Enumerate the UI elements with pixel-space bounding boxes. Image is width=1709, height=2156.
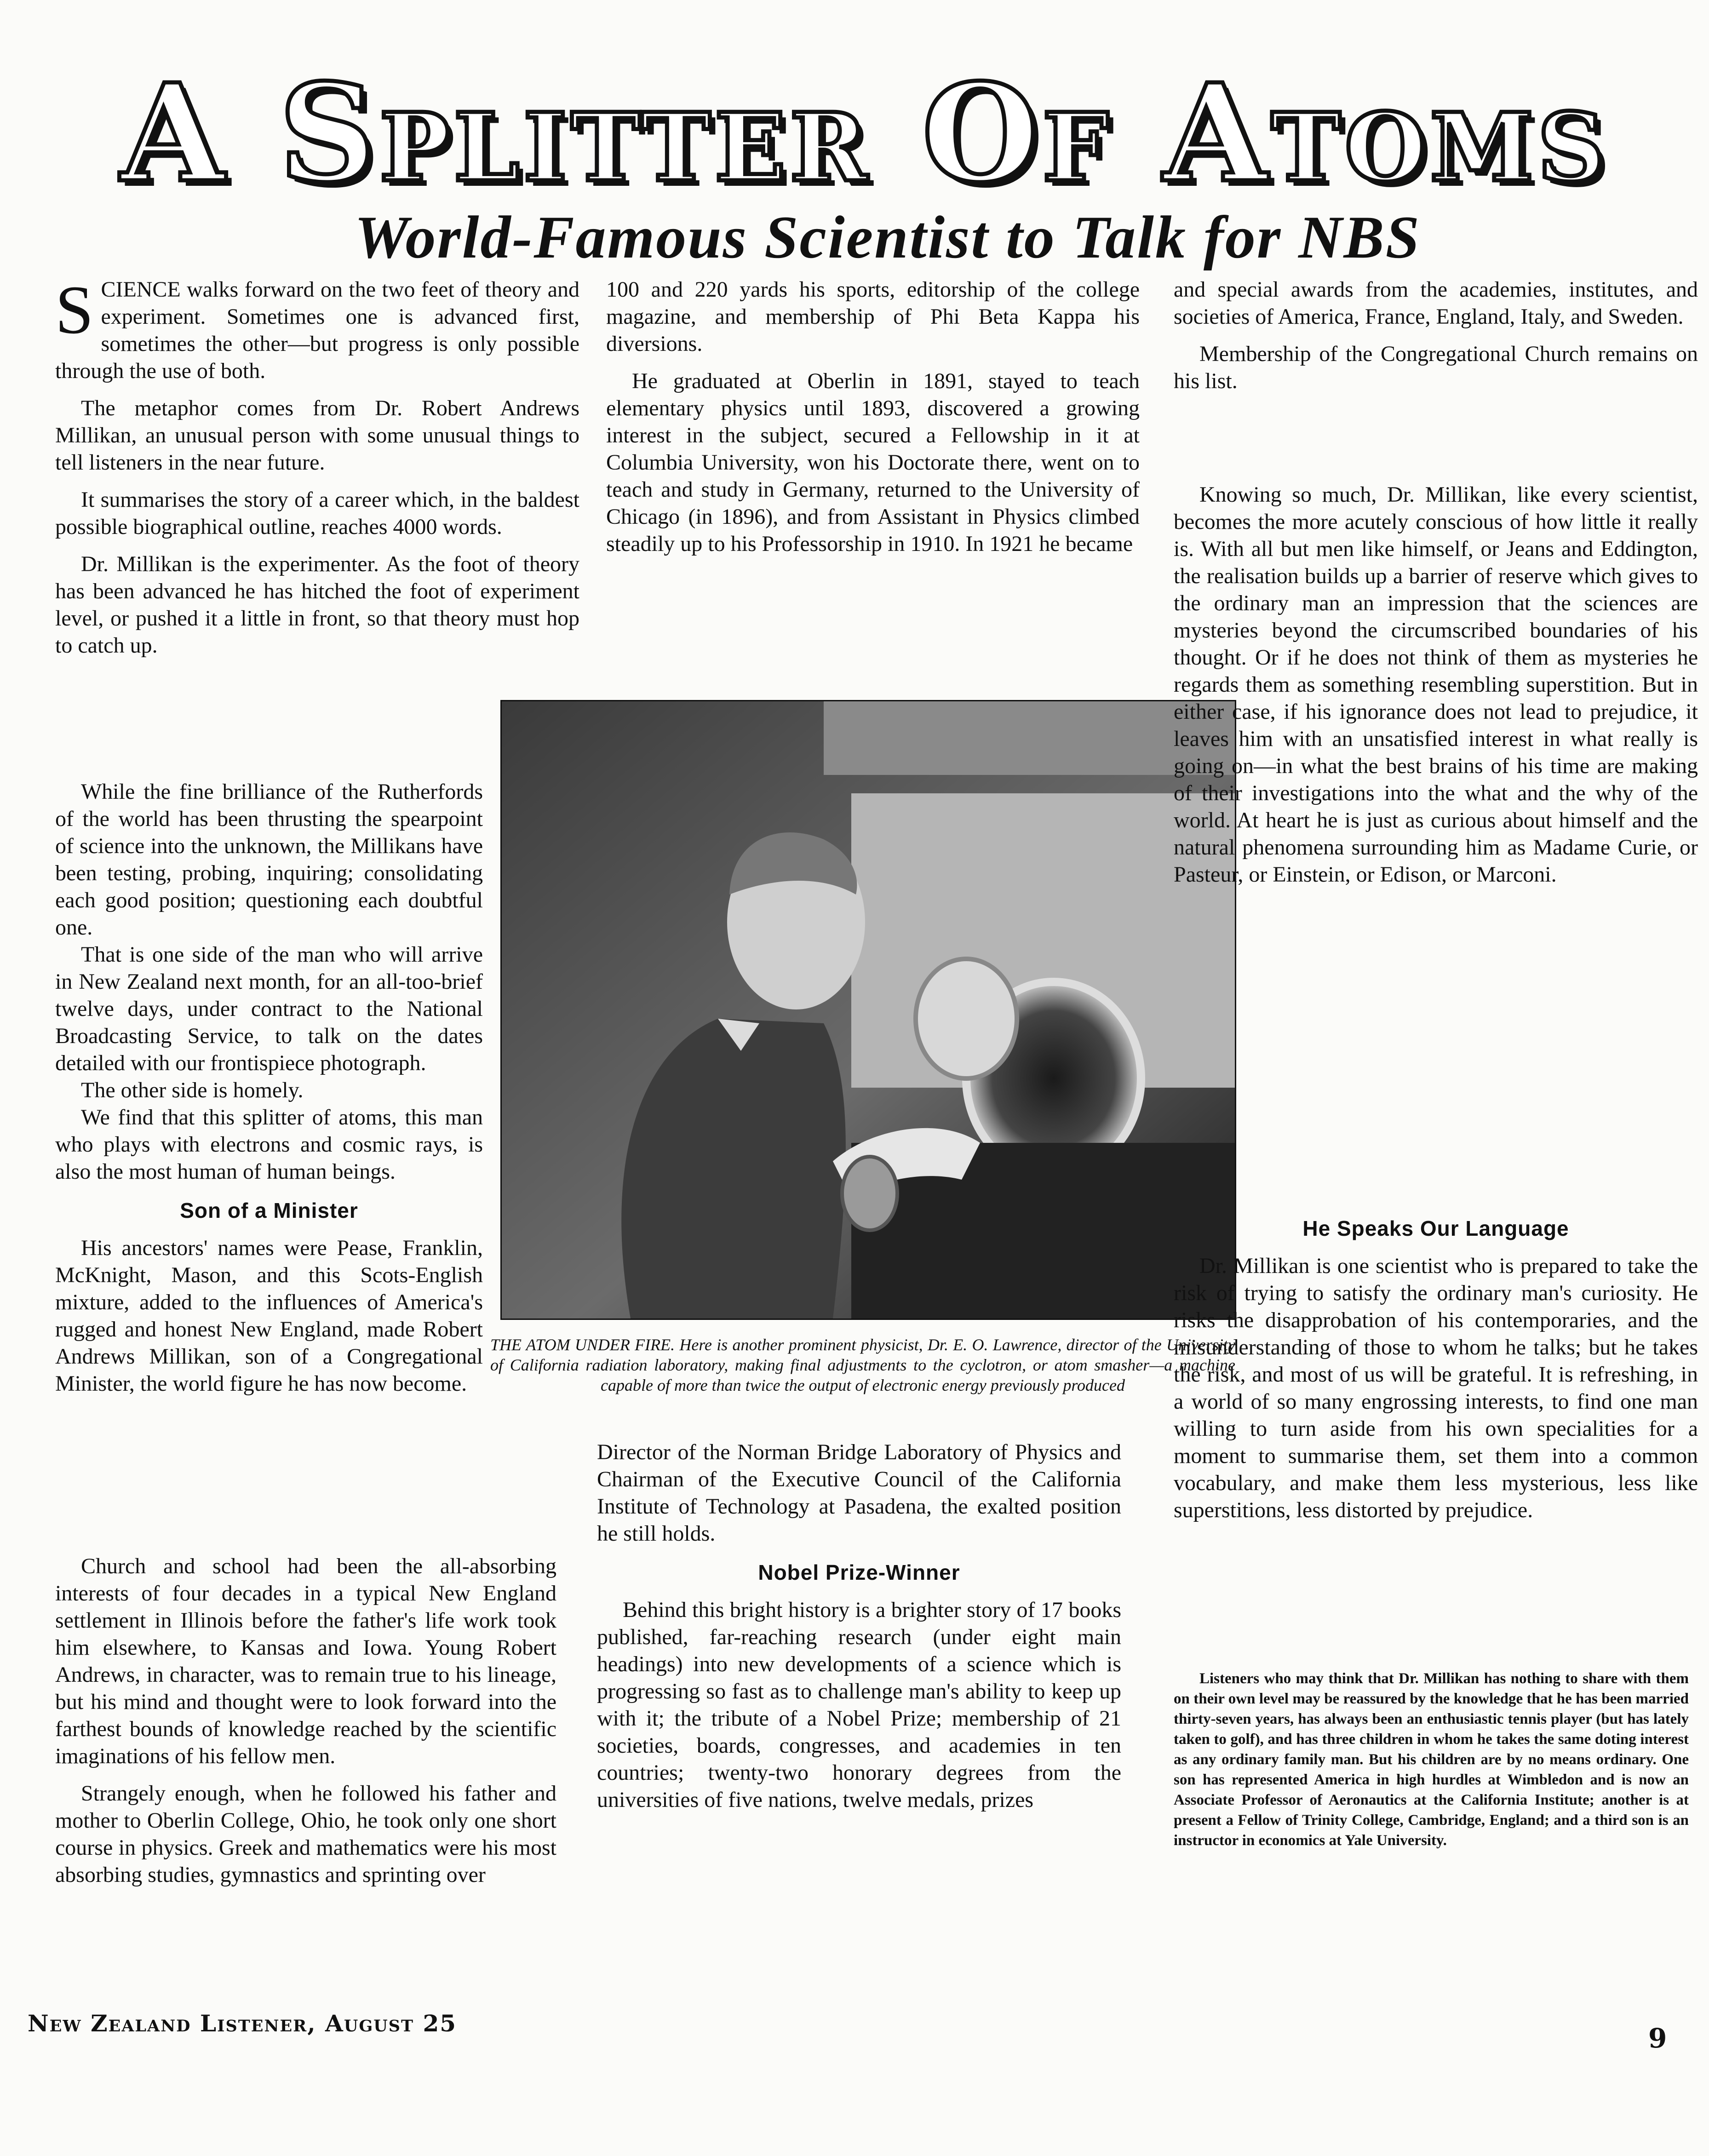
subheading: Nobel Prize-Winner	[758, 1560, 960, 1584]
paragraph: His ancestors' names were Pease, Franklin, McKnight, Mason, and this Scots-English mixture, added to the influences of America's rugged and honest New England, made Robert Andrews Millikan, son of a Congregational Minister, the world figure he has now become.	[55, 1236, 483, 1396]
photo-illustration	[502, 701, 1235, 1319]
paragraph: Church and school had been the all-absorbing interests of four decades in a typical New England settlement in Illinois before the father's life work took him elsewhere, to Kansas and Iowa. Young Robert Andrews, in character, was to remain true to his lineage, but his mind and thought were to look forward into the farthest bounds of knowledge reached by the scientific imaginations of his fellow men.	[55, 1554, 556, 1768]
column-3-lower	[1174, 1203, 1698, 1524]
paragraph: That is one side of the man who will arrive in New Zealand next month, for an all-too-brief twelve days, under contract to the National Broadcasting Service, to talk on the dates detailed with our frontispiece photograph.	[55, 942, 483, 1075]
paragraph: While the fine brilliance of the Rutherfords of the world has been thrusting the spearpoint of science into the unknown, the Millikans have been testing, probing, inquiring; consolidating each good position; questioning each doubtful one.	[55, 780, 483, 940]
paragraph: Knowing so much, Dr. Millikan, like every scientist, becomes the more acutely conscious of how little it really is. With all but men like himself, or Jeans and Eddington, the realisation builds up a barrier of reserve which gives to the ordinary man an impression that the sciences are mysteries beyond the circumscribed boundaries of his thought. Or if he does not think of them as mysteries he regards them as something resembling superstition. But in either case, if his ignorance does not lead to prejudice, it leaves him with an unsatisfied interest in what really is going on—in what the best brains of his time are making of their investigations into the what and the why of the world. At heart he is just as curious about himself and the natural phenomena surrounding him as Madame Curie, or Pasteur, or Einstein, or Edison, or Marconi.	[1174, 482, 1698, 887]
paragraph: The metaphor comes from Dr. Robert Andrews Millikan, an unusual person with some unusual things to tell listeners in the near future.	[55, 396, 579, 475]
column-2-lower	[597, 1439, 1121, 1823]
article-title: A Splitter Of Atoms	[120, 54, 1609, 212]
paragraph: He graduated at Oberlin in 1891, stayed to teach elementary physics until 1893, discovered a growing interest in the subject, secured a Fellowship in it at Columbia University, won his Doctorate there, went on to teach and study in Germany, returned to the University of Chicago (in 1896), and from Assistant in Physics climbed steadily up to his Professorship in 1910. In 1921 he became	[606, 369, 1140, 556]
subheading: He Speaks Our Language	[1302, 1216, 1569, 1240]
paragraph: Dr. Millikan is the experimenter. As the foot of theory has been advanced he has hitched the foot of experiment level, or pushed it a little in front, so that theory must hop to catch up.	[55, 552, 579, 658]
paragraph: Dr. Millikan is one scientist who is prepared to take the risk of trying to satisfy the ordinary man's curiosity. He risks the disapprobation of his contemporaries, and the misunderstanding of those to whom he talks; but he takes the risk, and most of us will be grateful. It is refreshing, in a world of so many engrossing interests, to find one man willing to turn aside from his own specialities for a moment to summarise them, set them into a common vocabulary, and make them less mysterious, less like superstitions, less distorted by prejudice.	[1174, 1254, 1698, 1522]
paragraph: 100 and 220 yards his sports, editorship of the college magazine, and membership of Phi Beta Kappa his diversions.	[606, 277, 1140, 356]
article-subtitle: World-Famous Scientist to Talk for NBS	[354, 203, 1421, 271]
paragraph: Director of the Norman Bridge Laboratory of Physics and Chairman of the Executive Council of the California Institute of Technology at Pasadena, the exalted position he still holds.	[597, 1440, 1121, 1546]
sidebar-note: Listeners who may think that Dr. Millikan has nothing to share with them on their own level may be reassured by the knowledge that he has been married thirty-seven years, has always been an enthusiastic tennis player (but has lately taken to golf), and has three children in whom he takes the same doting interest as any ordinary family man. But his children are by no means ordinary. One son has represented America in high hurdles at Wimbledon and is now an Associate Professor of Aeronautics at the California Institute; another is at present a Fellow of Trinity College, Cambridge, England; and a third son is an instructor in economics at Yale University.	[1174, 1670, 1689, 1849]
column-1	[55, 272, 579, 659]
paragraph: The other side is homely.	[81, 1078, 304, 1102]
photo-caption: THE ATOM UNDER FIRE. Here is another prominent physicist, Dr. E. O. Lawrence, director of the University of California radiation laboratory, making final adjustments to the cyclotron, or atom smasher—a machine capable of more than twice the output of electronic energy previously produced	[490, 1336, 1235, 1394]
footer-publication: New Zealand Listener, August 25	[28, 2010, 457, 2037]
column-1-lower	[55, 1553, 556, 1898]
paragraph: and special awards from the academies, institutes, and societies of America, France, England, Italy, and Sweden.	[1174, 277, 1698, 329]
page-number: 9	[1648, 2023, 1667, 2054]
paragraph: SCIENCE walks forward on the two feet of theory and experiment. Sometimes one is advanced first, sometimes the other—but progress is only possible through the use of both.	[55, 272, 579, 383]
cyclotron-photo	[500, 700, 1236, 1320]
column-3-mid	[1174, 481, 1698, 888]
column-3	[1174, 276, 1698, 405]
paragraph: It summarises the story of a career which, in the baldest possible biographical outline, reaches 4000 words.	[55, 487, 579, 539]
paragraph: We find that this splitter of atoms, this man who plays with electrons and cosmic rays, is also the most human of human beings.	[55, 1105, 483, 1184]
paragraph: Strangely enough, when he followed his father and mother to Oberlin College, Ohio, he took only one short course in physics. Greek and mathematics were his most absorbing studies, gymnastics and sprinting over	[55, 1781, 556, 1887]
column-2	[606, 276, 1140, 557]
column-1-inset	[55, 778, 483, 1397]
subheading: Son of a Minister	[180, 1198, 358, 1222]
paragraph: Membership of the Congregational Church remains on his list.	[1174, 342, 1698, 393]
paragraph: Behind this bright history is a brighter story of 17 books published, far-reaching research (under eight main headings) into new developments of a science which is progressing so fast as to challenge man's ability to keep up with it; the tribute of a Nobel Prize; membership of 21 societies, boards, congresses, and academies in ten countries; twenty-two honorary degrees from the universities of five nations, twelve medals, prizes	[597, 1598, 1121, 1812]
drop-cap: S	[55, 272, 94, 348]
